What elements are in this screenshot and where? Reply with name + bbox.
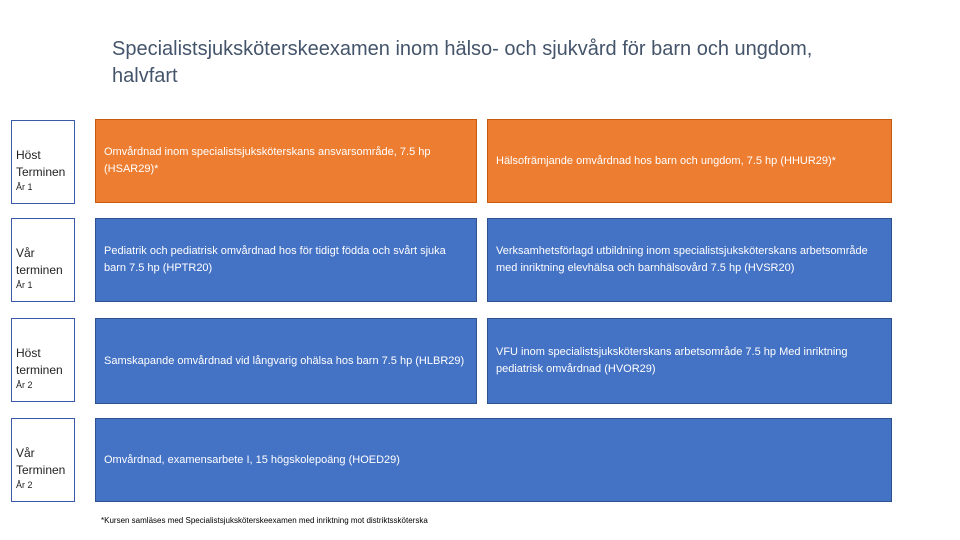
term-name: Höst Terminen: [16, 148, 66, 179]
course-box-hoed29: [95, 418, 892, 502]
term-year: År 2: [16, 480, 33, 490]
course-text: Verksamhetsförlagd utbildning inom specialistsjuksköterskans arbetsområde med inriktning elevhälsa och barnhälsovård 7.5 hp (HVSR20): [496, 245, 868, 274]
term-name: Höst terminen: [16, 346, 63, 377]
term-label-autumn-year1: [11, 120, 75, 204]
page-title: Specialistsjuksköterskeexamen inom hälso- och sjukvård för barn och ungdom, halvfart: [112, 38, 813, 87]
term-name: Vår Terminen: [16, 446, 66, 477]
course-text: Samskapande omvårdnad vid långvarig ohälsa hos barn 7.5 hp (HLBR29): [104, 354, 465, 367]
course-box-hvsr20: [487, 218, 892, 302]
course-text: Omvårdnad inom specialistsjuksköterskans ansvarsområde, 7.5 hp (HSAR29)*: [104, 146, 431, 175]
course-box-hsar29: [95, 119, 477, 203]
term-year: År 1: [16, 182, 33, 192]
course-box-hvor29: [487, 318, 892, 404]
term-name: Vår terminen: [16, 246, 63, 277]
course-text: Pediatrik och pediatrisk omvårdnad hos för tidigt födda och svårt sjuka barn 7.5 hp (HPTR20): [104, 245, 446, 274]
course-text: Hälsofrämjande omvårdnad hos barn och ungdom, 7.5 hp (HHUR29)*: [496, 154, 836, 167]
term-label-spring-year1: [11, 218, 75, 302]
course-box-hhur29: [487, 119, 892, 203]
term-label-autumn-year2: [11, 318, 75, 402]
course-text: VFU inom specialistsjuksköterskans arbetsområde 7.5 hp Med inriktning pediatrisk omvårdnad (HVOR29): [496, 346, 848, 375]
course-box-hlbr29: [95, 318, 477, 404]
footnote: *Kursen samläses med Specialistsjuksköterskeexamen med inriktning mot distriktssköterska: [101, 516, 428, 525]
term-year: År 1: [16, 280, 33, 290]
term-year: År 2: [16, 380, 33, 390]
course-box-hptr20: [95, 218, 477, 302]
course-text: Omvårdnad, examensarbete I, 15 högskolepoäng (HOED29): [104, 453, 400, 466]
term-label-spring-year2: [11, 418, 75, 502]
